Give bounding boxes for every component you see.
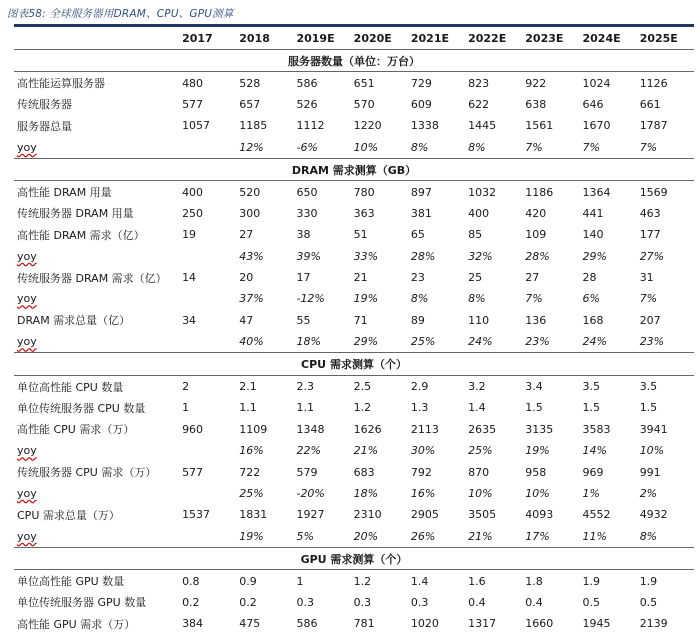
table-cell: 4552 (582, 508, 611, 522)
row-label: 单位高性能 CPU 数量 (17, 380, 124, 394)
table-cell: 577 (182, 465, 204, 479)
table-cell: 1.5 (582, 401, 600, 415)
row-label: 高性能 GPU 需求（万） (17, 617, 136, 631)
table-row (14, 224, 694, 245)
table-cell: 1338 (410, 119, 439, 133)
header-blank (14, 27, 179, 50)
table-cell: 1.3 (410, 401, 429, 415)
section-header-row (14, 353, 694, 375)
table-cell: 2113 (410, 422, 439, 436)
table-cell: 3.2 (468, 380, 486, 394)
table-cell: 19 (182, 228, 197, 242)
table-cell: 1787 (639, 119, 668, 133)
table-cell: 65 (410, 228, 425, 242)
table-cell: 0.4 (525, 595, 543, 609)
table-cell: 20 (239, 271, 254, 285)
table-cell: -6% (296, 140, 318, 154)
table-cell: 381 (410, 206, 432, 220)
table-cell: 8% (468, 292, 486, 306)
table-cell: 1537 (182, 508, 211, 522)
table-cell: 27% (639, 249, 665, 263)
table-cell: 2.1 (239, 380, 257, 394)
table-cell: 24% (468, 335, 493, 349)
table-cell: 29% (582, 249, 607, 263)
table-cell: 140 (582, 228, 604, 242)
table-cell (179, 526, 236, 548)
table-cell: 969 (582, 465, 604, 479)
row-label: yoy (17, 335, 37, 349)
table-cell: 30% (410, 444, 436, 458)
table-cell: 22% (296, 444, 321, 458)
table-cell: 21% (468, 529, 493, 543)
table-cell: 780 (353, 185, 375, 199)
table-cell (179, 440, 236, 461)
table-cell: 0.5 (582, 595, 600, 609)
table-cell: 28 (582, 271, 597, 285)
table-cell: 25% (410, 335, 436, 349)
table-cell: 638 (525, 97, 547, 111)
table-cell: 1945 (582, 617, 611, 631)
table-row (14, 570, 694, 592)
table-cell: 781 (353, 617, 375, 631)
table-cell: 650 (296, 185, 318, 199)
yoy-row (14, 288, 694, 309)
table-cell: 2310 (353, 508, 382, 522)
year-header: 2024E (582, 31, 621, 45)
table-cell: 1.4 (410, 574, 429, 588)
table-cell: 23 (410, 271, 425, 285)
row-label: yoy (17, 529, 37, 543)
table-cell: 28% (410, 249, 436, 263)
table-body (14, 50, 694, 635)
row-label: 传统服务器 DRAM 需求（亿） (17, 271, 167, 285)
table-cell: 19% (353, 292, 379, 306)
table-cell: 55 (296, 313, 311, 327)
table-cell: 1112 (296, 119, 325, 133)
table-row (14, 397, 694, 418)
table-cell: 958 (525, 465, 547, 479)
table-cell: 0.3 (410, 595, 429, 609)
table-cell: 1670 (582, 119, 611, 133)
row-label: yoy (17, 140, 37, 154)
table-cell: 19% (525, 444, 550, 458)
table-cell: 0.9 (239, 574, 257, 588)
table-cell: 1.9 (582, 574, 600, 588)
table-cell: 1032 (468, 185, 497, 199)
table-cell: 47 (239, 313, 254, 327)
data-table-wrapper (14, 24, 694, 635)
table-row (14, 613, 694, 634)
table-cell: 363 (353, 206, 375, 220)
table-cell: 441 (582, 206, 604, 220)
year-header: 2025E (639, 31, 678, 45)
table-cell: 27 (525, 271, 540, 285)
table-cell: 21 (353, 271, 368, 285)
table-cell: 1.5 (639, 401, 658, 415)
table-cell: 2.3 (296, 380, 314, 394)
table-cell: 991 (639, 465, 661, 479)
table-cell: 3.5 (639, 380, 658, 394)
table-cell: 4093 (525, 508, 554, 522)
table-cell: 300 (239, 206, 261, 220)
table-cell: 23% (525, 335, 550, 349)
year-header: 2020E (353, 31, 392, 45)
table-cell: 1 (182, 401, 190, 415)
table-cell: 960 (182, 422, 204, 436)
table-cell: 657 (239, 97, 261, 111)
table-cell: 7% (639, 292, 658, 306)
table-cell: 136 (525, 313, 547, 327)
section-header-row (14, 158, 694, 180)
table-cell: 0.3 (296, 595, 314, 609)
table-cell: 1.5 (525, 401, 543, 415)
yoy-row (14, 483, 694, 504)
table-row (14, 310, 694, 331)
table-cell: 2.9 (410, 380, 429, 394)
table-cell: 870 (468, 465, 490, 479)
table-cell: 384 (182, 617, 204, 631)
year-header: 2023E (525, 31, 564, 45)
table-cell: 3941 (639, 422, 668, 436)
table-row (14, 72, 694, 94)
table-cell: 5% (296, 529, 314, 543)
table-cell: 1185 (239, 119, 268, 133)
table-cell: 109 (525, 228, 547, 242)
table-cell: 51 (353, 228, 368, 242)
table-cell: 0.3 (353, 595, 372, 609)
table-cell: 1660 (525, 617, 554, 631)
table-cell: 7% (639, 140, 658, 154)
table-cell: 1126 (639, 76, 668, 90)
table-cell: 2139 (639, 617, 668, 631)
table-cell: 28% (525, 249, 550, 263)
table-cell: 16% (410, 487, 436, 500)
table-cell: 20% (353, 529, 379, 543)
table-cell: 4932 (639, 508, 668, 522)
table-row (14, 115, 694, 136)
table-cell: 0.5 (639, 595, 658, 609)
yoy-row (14, 440, 694, 461)
table-cell: 19% (239, 529, 264, 543)
row-label: DRAM 需求总量（亿） (17, 314, 131, 328)
table-cell: 14 (182, 271, 197, 285)
table-cell: 16% (239, 444, 264, 458)
table-cell: 10% (468, 487, 493, 500)
table-cell: 177 (639, 228, 661, 242)
table-cell: 37% (239, 292, 264, 306)
row-label: yoy (17, 292, 37, 306)
row-label: 高性能 DRAM 用量 (17, 186, 112, 200)
row-label: 服务器总量 (17, 119, 72, 133)
table-cell: -12% (296, 292, 325, 306)
year-header: 2022E (468, 31, 507, 45)
table-cell: 0.8 (182, 574, 200, 588)
table-cell: 34 (182, 313, 197, 327)
table-cell: 38 (296, 228, 311, 242)
table-cell: 1.4 (468, 401, 486, 415)
table-cell: 3.4 (525, 380, 543, 394)
table-cell (179, 483, 236, 504)
table-row (14, 375, 694, 397)
table-cell (179, 137, 236, 159)
table-cell: 85 (468, 228, 483, 242)
table-cell: 43% (239, 249, 264, 263)
table-cell: 40% (239, 335, 264, 349)
table-cell: 661 (639, 97, 661, 111)
table-cell: 10% (639, 444, 665, 458)
table-cell: 3505 (468, 508, 497, 522)
table-cell: 1.1 (296, 401, 314, 415)
row-label: 高性能运算服务器 (17, 77, 105, 91)
table-cell: 1569 (639, 185, 668, 199)
section-title: 服务器数量（单位：万台） (14, 50, 694, 72)
table-cell: 2905 (410, 508, 439, 522)
table-cell: 1024 (582, 76, 611, 90)
table-cell: 400 (468, 206, 490, 220)
section-title: DRAM 需求测算（GB） (14, 158, 694, 180)
table-cell: 1348 (296, 422, 325, 436)
table-row (14, 419, 694, 440)
table-cell: 400 (182, 185, 204, 199)
table-cell: 622 (468, 97, 490, 111)
yoy-row (14, 246, 694, 267)
row-label: yoy (17, 444, 37, 458)
table-cell: 586 (296, 617, 318, 631)
table-cell: 1626 (353, 422, 382, 436)
table-cell: 683 (353, 465, 375, 479)
table-cell: 1.2 (353, 574, 372, 588)
yoy-row (14, 526, 694, 548)
table-cell: 577 (182, 97, 204, 111)
row-label: 高性能 CPU 需求（万） (17, 423, 135, 437)
yoy-row (14, 137, 694, 159)
row-label: 传统服务器 DRAM 用量 (17, 207, 134, 221)
table-cell: 12% (239, 140, 264, 154)
section-header-row (14, 50, 694, 72)
table-cell: 792 (410, 465, 432, 479)
table-cell: 32% (468, 249, 493, 263)
table-cell: 31 (639, 271, 654, 285)
table-cell: 646 (582, 97, 604, 111)
table-cell: 1.9 (639, 574, 658, 588)
year-header: 2017 (182, 31, 213, 45)
table-cell: 18% (353, 487, 379, 500)
table-cell: 475 (239, 617, 261, 631)
table-cell: 1020 (410, 617, 439, 631)
table-cell: 10% (525, 487, 550, 500)
table-cell: 10% (353, 140, 379, 154)
table-row (14, 504, 694, 525)
table-cell: 1927 (296, 508, 325, 522)
table-row (14, 267, 694, 288)
row-label: yoy (17, 487, 37, 500)
table-cell: 897 (410, 185, 432, 199)
figure-caption: 图表58: 全球服务器用DRAM、CPU、GPU测算 (7, 8, 234, 20)
table-cell: 21% (353, 444, 379, 458)
table-cell: 26% (410, 529, 436, 543)
table-cell (179, 331, 236, 353)
row-label: 单位传统服务器 CPU 数量 (17, 401, 146, 415)
table-cell: 3583 (582, 422, 611, 436)
table-cell: 528 (239, 76, 261, 90)
row-label: 传统服务器 (17, 98, 72, 112)
table-cell: 71 (353, 313, 368, 327)
table-cell: 2.5 (353, 380, 372, 394)
table-row (14, 94, 694, 115)
table-cell: 33% (353, 249, 379, 263)
year-header: 2018 (239, 31, 270, 45)
table-cell: 420 (525, 206, 547, 220)
table-cell: 651 (353, 76, 375, 90)
table-cell: 3.5 (582, 380, 600, 394)
year-header-row (14, 27, 694, 50)
table-cell: 463 (639, 206, 661, 220)
table-row (14, 203, 694, 224)
table-cell: 39% (296, 249, 321, 263)
table-cell: 1317 (468, 617, 497, 631)
row-label: 高性能 DRAM 需求（亿） (17, 228, 145, 242)
table-cell: 480 (182, 76, 204, 90)
table-cell: 8% (468, 140, 486, 154)
yoy-row (14, 331, 694, 353)
table-cell (179, 288, 236, 309)
table-cell: 14% (582, 444, 607, 458)
table-cell: 1831 (239, 508, 268, 522)
table-cell: 89 (410, 313, 425, 327)
section-header-row (14, 547, 694, 569)
table-cell: 23% (639, 335, 665, 349)
table-cell: 330 (296, 206, 318, 220)
section-title: GPU 需求测算（个） (14, 547, 694, 569)
table-cell: 11% (582, 529, 607, 543)
table-cell: 29% (353, 335, 379, 349)
table-cell: 207 (639, 313, 661, 327)
row-label: 单位高性能 GPU 数量 (17, 575, 125, 589)
table-cell: 1.2 (353, 401, 372, 415)
table-cell: 2635 (468, 422, 497, 436)
table-cell: 1109 (239, 422, 268, 436)
table-cell: 609 (410, 97, 432, 111)
table-cell: 7% (582, 140, 600, 154)
table-cell: 1.8 (525, 574, 543, 588)
table-cell: 520 (239, 185, 261, 199)
table-cell: 570 (353, 97, 375, 111)
table-cell: 7% (525, 292, 543, 306)
table-cell: 18% (296, 335, 321, 349)
table-cell: 526 (296, 97, 318, 111)
table-cell: 1.6 (468, 574, 486, 588)
table-cell: -20% (296, 487, 325, 500)
table-cell: 2% (639, 487, 658, 500)
table-cell: 25% (239, 487, 264, 500)
table-cell (179, 246, 236, 267)
table-cell: 250 (182, 206, 204, 220)
row-label: 单位传统服务器 GPU 数量 (17, 596, 147, 610)
table-cell: 1445 (468, 119, 497, 133)
table-cell: 579 (296, 465, 318, 479)
table-cell: 922 (525, 76, 547, 90)
table-row (14, 461, 694, 482)
table-cell: 1186 (525, 185, 554, 199)
table-cell: 17% (525, 529, 550, 543)
row-label: CPU 需求总量（万） (17, 508, 120, 522)
table-cell: 2 (182, 380, 190, 394)
table-cell: 25% (468, 444, 493, 458)
table-cell: 1364 (582, 185, 611, 199)
server-demand-table (14, 27, 694, 635)
row-label: yoy (17, 249, 37, 263)
table-cell: 0.2 (239, 595, 257, 609)
table-cell: 823 (468, 76, 490, 90)
table-cell: 0.2 (182, 595, 200, 609)
table-cell: 17 (296, 271, 311, 285)
table-row (14, 181, 694, 203)
year-header: 2019E (296, 31, 335, 45)
table-cell: 729 (410, 76, 432, 90)
table-cell: 8% (410, 140, 429, 154)
table-cell: 0.4 (468, 595, 486, 609)
table-cell: 8% (639, 529, 658, 543)
table-cell: 110 (468, 313, 490, 327)
table-cell: 6% (582, 292, 600, 306)
table-cell: 1057 (182, 119, 211, 133)
table-cell: 27 (239, 228, 254, 242)
table-cell: 586 (296, 76, 318, 90)
table-cell: 7% (525, 140, 543, 154)
table-cell: 3135 (525, 422, 554, 436)
table-cell: 722 (239, 465, 261, 479)
table-cell: 8% (410, 292, 429, 306)
table-cell: 1 (296, 574, 304, 588)
table-cell: 1.1 (239, 401, 257, 415)
table-cell: 1% (582, 487, 600, 500)
table-cell: 25 (468, 271, 483, 285)
row-label: 传统服务器 CPU 需求（万） (17, 466, 157, 480)
year-header: 2021E (410, 31, 450, 45)
table-cell: 1220 (353, 119, 382, 133)
table-row (14, 592, 694, 613)
section-title: CPU 需求测算（个） (14, 353, 694, 375)
table-cell: 168 (582, 313, 604, 327)
table-cell: 1561 (525, 119, 554, 133)
table-cell: 24% (582, 335, 607, 349)
